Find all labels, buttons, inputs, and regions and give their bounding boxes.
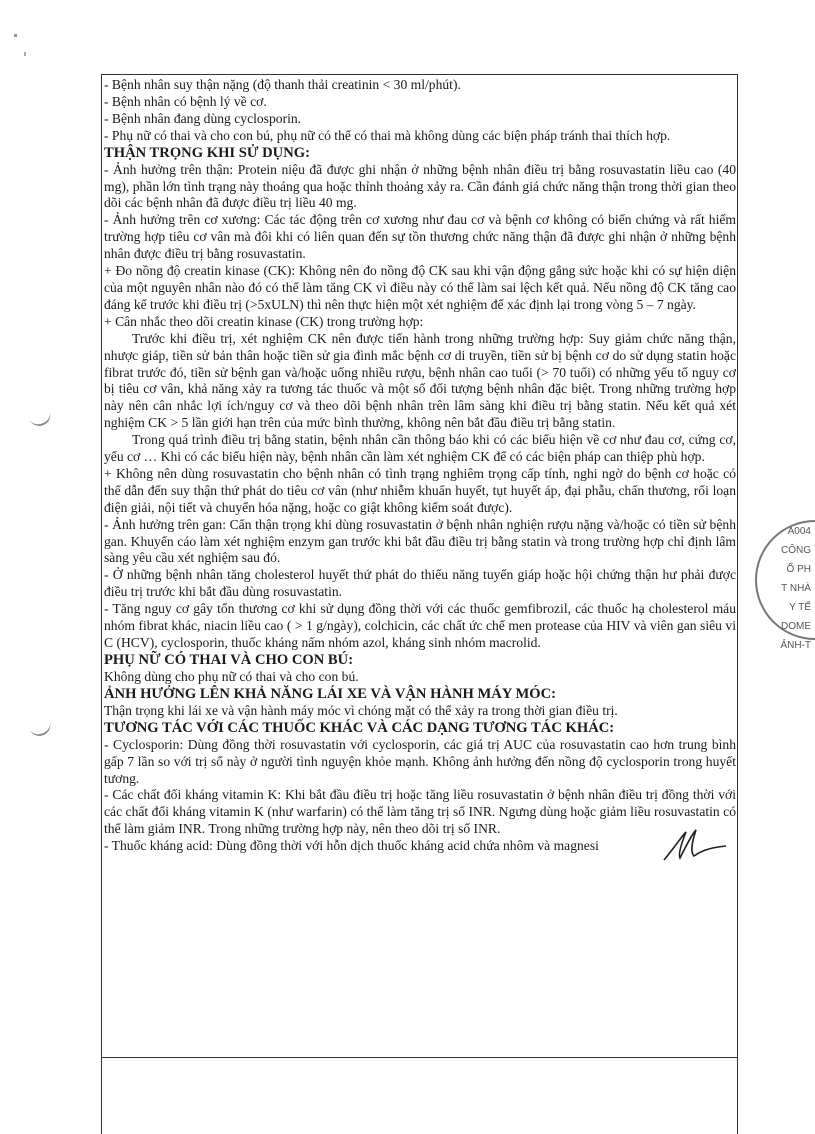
precaution-muscle: - Ảnh hưởng trên cơ xương: Các tác động trên cơ xương như đau cơ và bệnh cơ không có biến chứng và rất hiếm trường hợp tiêu cơ vân mà đôi khi có liên quan đến sự tồn thương chức năng thận đã được ghi nhận ở những bệnh nhân được điều trị bằng rosuvastatin. xyxy=(104,212,736,262)
company-stamp xyxy=(755,520,815,651)
contraindication-item: - Bệnh nhân đang dùng cyclosporin. xyxy=(104,110,302,126)
stamp-line: A004 xyxy=(787,526,811,537)
binding-hole xyxy=(25,709,54,739)
precaution-during-treatment: Trong quá trình điều trị bằng statin, bệnh nhân cần thông báo khi có các biểu hiện về cơ như đau cơ, cứng cơ, yếu cơ … Khi có các biểu hiện này, bệnh nhân cần làm xét nghiệm CK để có các biện pháp can thiệp phù hợp. xyxy=(104,432,736,465)
contraindication-item: - Bệnh nhân suy thận nặng (độ thanh thải creatinin < 30 ml/phút). xyxy=(104,77,461,92)
precaution-liver: - Ảnh hưởng trên gan: Cẩn thận trọng khi dùng rosuvastatin ở bệnh nhân nghiện rượu nặng và/hoặc có tiền sử bệnh gan. Khuyến cáo làm xét nghiệm enzym gan trước khi bắt đầu điều trị bằng statin và trong trường hợp chỉ định lâm sàng yêu cầu xét nghiệm sau đó. xyxy=(104,516,736,566)
stamp-line: Ổ PH xyxy=(786,564,811,575)
stamp-line: T NHÀ xyxy=(781,583,811,594)
contraindication-item: - Phụ nữ có thai và cho con bú, phụ nữ có thể có thai mà không dùng các biện pháp tránh thai thích hợp. xyxy=(104,127,671,143)
stamp-line: DOME xyxy=(781,621,811,632)
pregnancy-text: Không dùng cho phụ nữ có thai và cho con bú. xyxy=(104,668,359,684)
interaction-vitamin-k: - Các chất đối kháng vitamin K: Khi bắt đầu điều trị hoặc tăng liều rosuvastatin ở bệnh nhân điều trị đồng thời với các chất đối kháng vitamin K (như warfarin) có thể làm tăng trị số INR. Ngưng dùng hoặc giảm liều rosuvastatin có thể làm giảm INR. Trong những trường hợp này, nên theo dõi trị số INR. xyxy=(104,787,736,837)
precaution-combo-risk: - Tăng nguy cơ gây tổn thương cơ khi sử dụng đồng thời với các thuốc gemfibrozil, các thuốc hạ cholesterol máu nhóm fibrat khác, niacin liều cao ( > 1 g/ngày), colchicin, các chất ức chế men protease của HIV và viên gan siêu vi C (HCV), cyclosporin, thuốc kháng nấm nhóm azol, kháng sinh nhóm macrolid. xyxy=(104,601,736,650)
interaction-antacid: - Thuốc kháng acid: Dùng đồng thời với hỗn dịch thuốc kháng acid chứa nhôm và magnesi xyxy=(104,838,599,854)
driving-text: Thận trọng khi lái xe và vận hành máy móc vì chóng mặt có thể xảy ra trong thời gian điều trị. xyxy=(104,702,618,718)
section-heading-precautions: THẬN TRỌNG KHI SỬ DỤNG: xyxy=(104,144,310,161)
precaution-thyroid: - Ở những bệnh nhân tăng cholesterol huyết thứ phát do thiểu năng tuyến giáp hoặc hội chứng thận hư phải được điều trị trước khi bắt đầu dùng rosuvastatin. xyxy=(104,567,736,600)
interaction-cyclosporin: - Cyclosporin: Dùng đồng thời rosuvastatin với cyclosporin, các giá trị AUC của rosuvastatin cao hơn trung bình gấp 7 lần so với trị số này ở người tình nguyện khỏe mạnh. Không ảnh hưởng đến nồng độ cyclosporin trong huyết tương. xyxy=(104,736,736,786)
binding-hole xyxy=(25,399,54,429)
precaution-ck-measure: + Đo nồng độ creatin kinase (CK): Không nên đo nồng độ CK sau khi vận động gắng sức hoặc khi có sự hiện diện của một nguyên nhân nào đó có thể làm tăng CK vì điều này có thể làm sai lệch kết quả. Nếu nồng độ CK tăng cao đáng kể trước khi điều trị (>5xULN) thì nên thực hiện một xét nghiệm để xác định lại trong vòng 5 – 7 ngày. xyxy=(104,263,736,312)
document-body xyxy=(104,77,736,855)
contraindication-item: - Bệnh nhân có bệnh lý về cơ. xyxy=(104,93,267,109)
stamp-line: Y TẾ xyxy=(789,602,811,613)
precaution-acute: + Không nên dùng rosuvastatin cho bệnh nhân có tình trạng nghiêm trọng cấp tính, nghi ngờ do bệnh cơ hoặc có thể dẫn đến suy thận thứ phát do tiêu cơ vân (như nhiễm khuẩn huyết, tụt huyết áp, đại phẫu, chấn thương, rối loạn điện giải, nội tiết và chuyển hóa nặng, hoặc co giật không kiểm soát được). xyxy=(104,465,736,515)
precaution-ck-monitor: + Cân nhắc theo dõi creatin kinase (CK) trong trường hợp: xyxy=(104,313,424,329)
section-heading-driving: ẢNH HƯỞNG LÊN KHẢ NĂNG LÁI XE VÀ VẬN HÀNH MÁY MÓC: xyxy=(104,685,556,702)
precaution-before-treatment: Trước khi điều trị, xét nghiệm CK nên được tiến hành trong những trường hợp: Suy giảm chức năng thận, nhược giáp, tiền sử bản thân hoặc tiền sử gia đình mắc bệnh cơ di truyền, tiền sử bị bệnh cơ do sử dụng statin hoặc fibrat trước đó, tiền sử bệnh gan và/hoặc uống nhiều rượu, bệnh nhân cao tuổi (> 70 tuổi) có những yếu tố nguy cơ bị tiêu cơ vân, khả năng xảy ra tương tác thuốc và một số đối tượng bệnh nhân đặc biệt. Trong những trường hợp này nên cân nhắc lợi ích/nguy cơ và theo dõi bệnh nhân trên lâm sàng khi điều trị bằng statin. Nếu kết quả xét nghiệm CK > 5 lần giới hạn trên của mức bình thường, không nên bắt đầu điều trị bằng statin. xyxy=(104,330,736,431)
stamp-line: ẢNH-T xyxy=(780,640,811,651)
section-heading-interactions: TƯƠNG TÁC VỚI CÁC THUỐC KHÁC VÀ CÁC DẠNG TƯƠNG TÁC KHÁC: xyxy=(104,719,615,736)
section-heading-pregnancy: PHỤ NỮ CÓ THAI VÀ CHO CON BÚ: xyxy=(104,651,354,668)
scan-speck xyxy=(14,34,17,37)
table-bottom-rule xyxy=(101,1057,738,1058)
scan-speck xyxy=(24,52,26,56)
stamp-line: CÔNG xyxy=(781,545,811,556)
precaution-kidney: - Ảnh hưởng trên thận: Protein niệu đã được ghi nhận ở những bệnh nhân điều trị bằng rosuvastatin liều cao (40 mg), phần lớn tình trạng này thoáng qua hoặc thỉnh thoảng xảy ra. Cần đánh giá chức năng thận trong thời gian theo dõi các bệnh nhân đã được điều trị liều 40 mg. xyxy=(104,161,736,211)
